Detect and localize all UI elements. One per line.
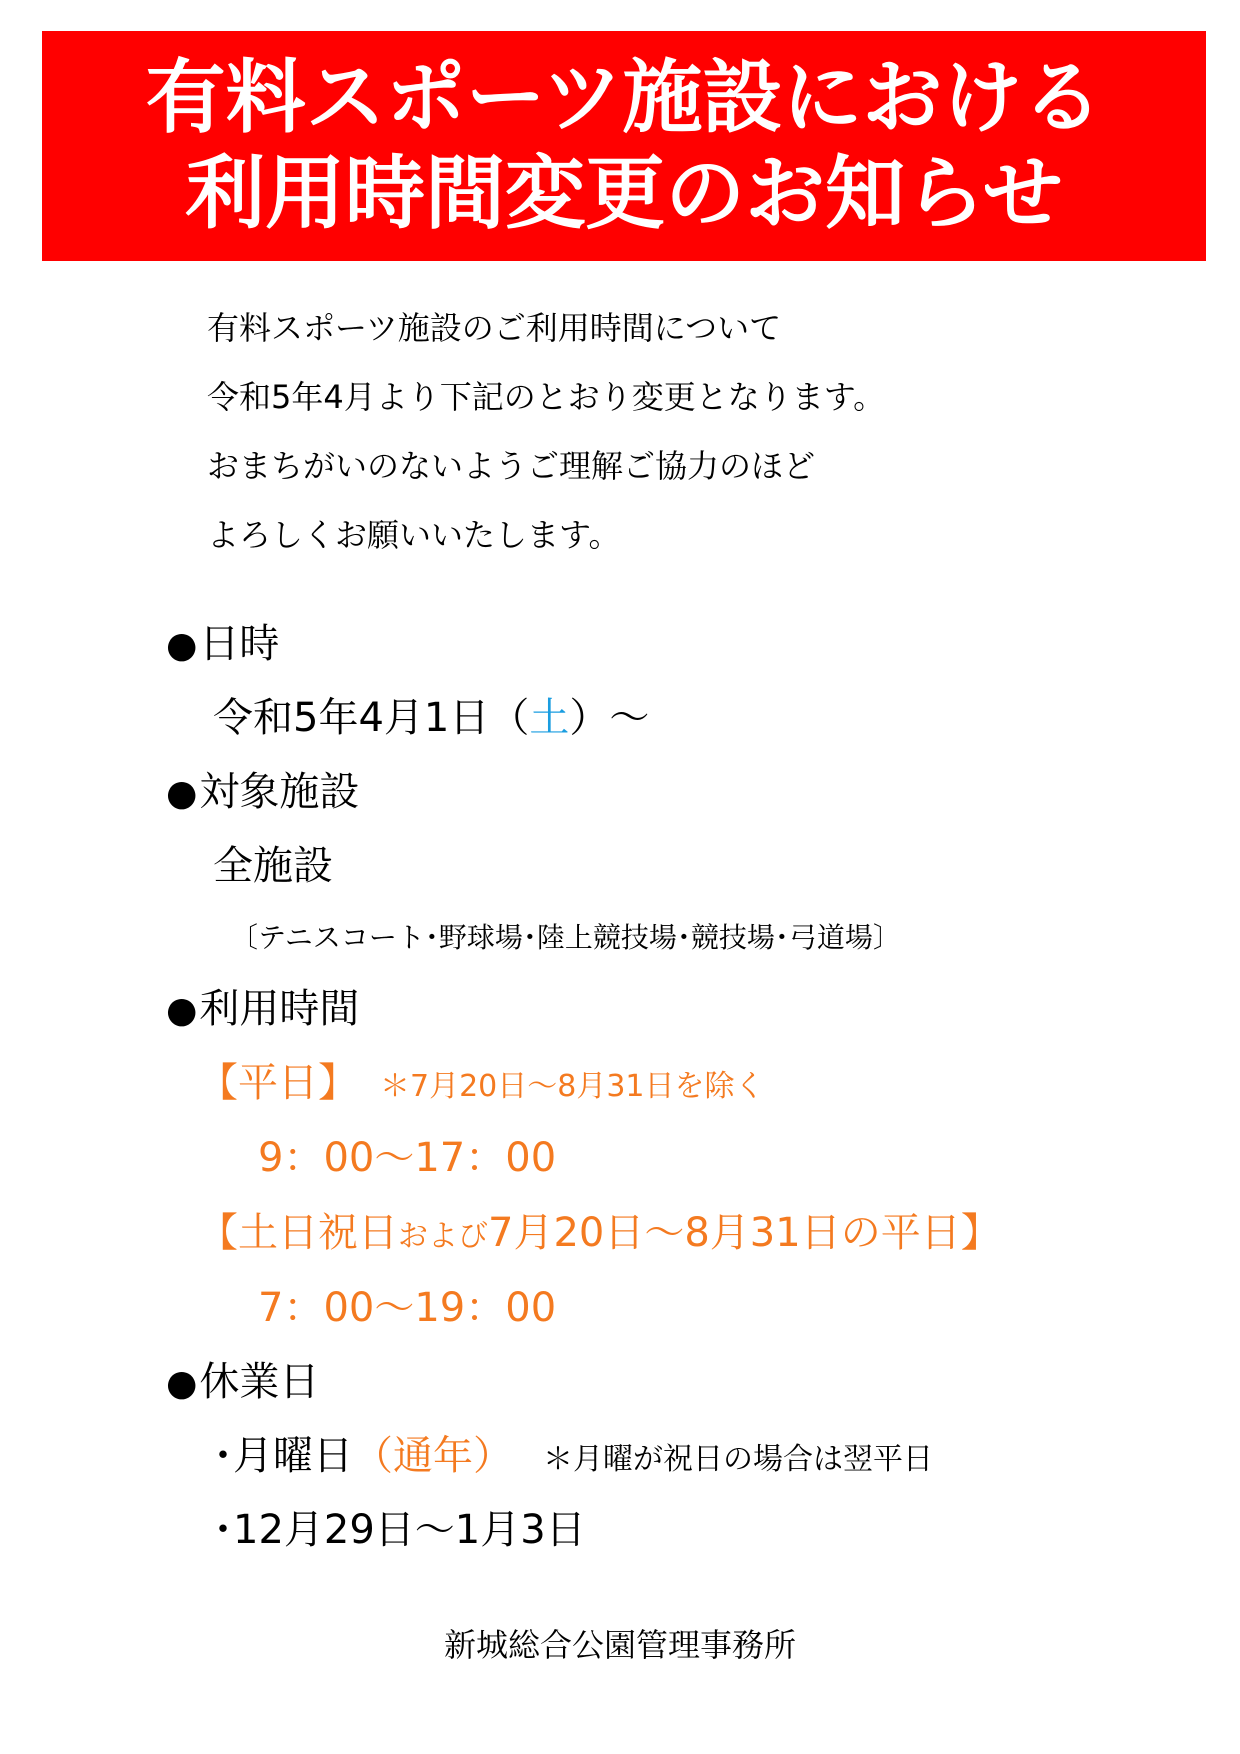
weekday-label: 【平日】 [198, 1060, 358, 1106]
facility-detail: 〔テニスコート･野球場･陸上競技場･競技場･弓道場〕 [230, 921, 901, 954]
date-value [213, 694, 649, 742]
holiday-label-a: 【土日祝日 [198, 1210, 398, 1256]
closed-item-1-prefix: ･月曜日 [213, 1433, 353, 1479]
footer-office: 新城総合公園管理事務所 [443, 1626, 796, 1664]
closed-heading-text: 休業日 [199, 1359, 320, 1405]
date-heading-text: 日時 [199, 621, 280, 667]
facility-heading-text: 対象施設 [199, 769, 360, 815]
weekday-hours: 9：00～17：00 [258, 1135, 557, 1181]
holiday-line [198, 1209, 1001, 1261]
facility-value: 全施設 [213, 843, 333, 889]
date-value-suffix: ）～ [569, 695, 650, 741]
hours-heading [166, 985, 359, 1035]
bullet-icon: ● [166, 625, 198, 666]
closed-item-2: ･12月29日～1月3日 [213, 1507, 586, 1553]
bullet-icon: ● [166, 990, 198, 1031]
intro-line-4: よろしくお願いいたします。 [207, 516, 621, 554]
closed-item-1-orange: （通年） [353, 1433, 513, 1479]
title-line-2: 利用時間変更のお知らせ [185, 147, 1063, 240]
hours-heading-text: 利用時間 [199, 986, 360, 1032]
closed-item-1 [213, 1432, 933, 1484]
holiday-hours: 7：00～19：00 [258, 1285, 557, 1331]
facility-heading [166, 768, 359, 818]
intro-line-1: 有料スポーツ施設のご利用時間について [207, 309, 782, 347]
holiday-label-b: および [398, 1219, 488, 1254]
intro-line-3: おまちがいのないようご理解ご協力のほど [207, 447, 816, 485]
holiday-label-c: 7月20日～8月31日の平日】 [488, 1210, 1001, 1256]
closed-heading [166, 1358, 319, 1408]
date-value-prefix: 令和5年4月1日（ [213, 695, 530, 741]
date-weekday: 土 [529, 695, 570, 741]
intro-line-2: 令和5年4月より下記のとおり変更となります。 [207, 378, 886, 416]
title-line-1: 有料スポーツ施設における [145, 51, 1103, 144]
closed-item-1-note: ＊月曜が祝日の場合は翌平日 [543, 1442, 933, 1477]
date-heading [166, 620, 279, 670]
bullet-icon: ● [166, 773, 198, 814]
bullet-icon: ● [166, 1363, 198, 1404]
weekday-note: ＊7月20日～8月31日を除く [380, 1069, 765, 1104]
weekday-line [198, 1059, 765, 1111]
title-banner [42, 31, 1206, 261]
